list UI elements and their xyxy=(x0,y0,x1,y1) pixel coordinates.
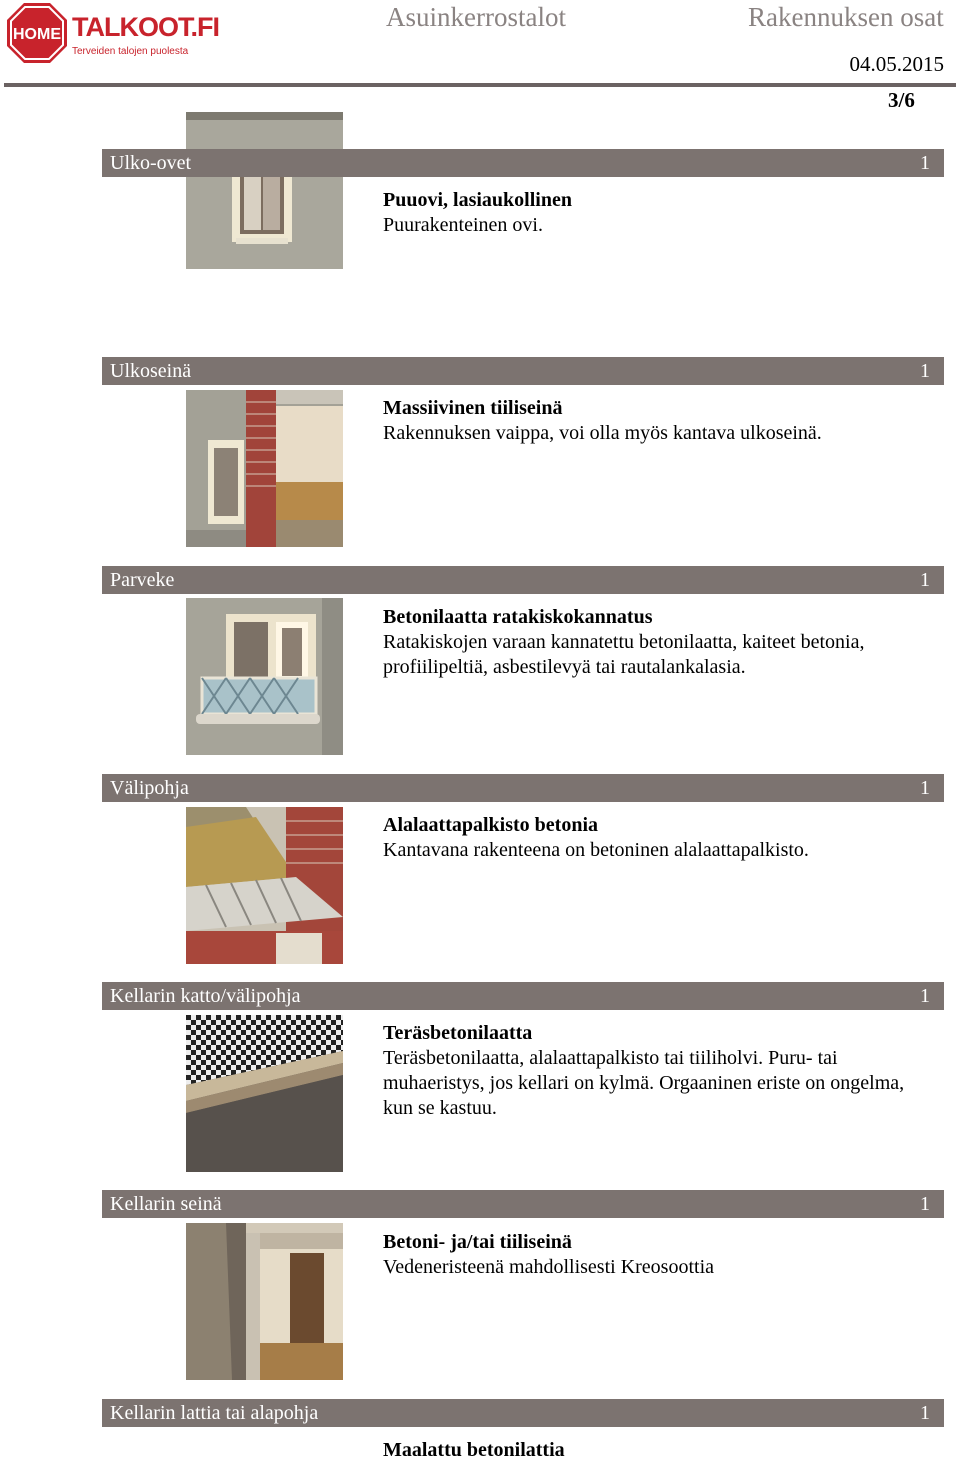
section-header xyxy=(102,774,944,802)
logo-tagline: Terveiden talojen puolesta xyxy=(72,46,189,57)
section-heading: Kellarin katto/välipohja xyxy=(110,985,301,1007)
date: 04.05.2015 xyxy=(849,52,944,76)
section-item-body: Ratakiskojen varaan kannatettu betonilaatta, kaiteet betonia, profiilipeltiä, asbestilevyä tai rautalankalasia. xyxy=(383,631,865,678)
section-item-body: Vedeneristeenä mahdollisesti Kreosoottia xyxy=(383,1256,715,1278)
section-count: 1 xyxy=(920,985,930,1007)
section-item-body: Teräsbetonilaatta, alalaattapalkisto tai tiiliholvi. Puru- tai muhaeristys, jos kellari on kylmä. Orgaaninen eriste on ongelma, kun se kastuu. xyxy=(383,1047,905,1119)
section-description xyxy=(383,1438,928,1463)
brick-wall-icon xyxy=(186,390,343,547)
section-count: 1 xyxy=(920,1193,930,1215)
section-count: 1 xyxy=(920,1402,930,1424)
section-header xyxy=(102,566,944,594)
logo[interactable] xyxy=(6,2,219,66)
section-title: Rakennuksen osat xyxy=(748,2,944,32)
section-item-title: Teräsbetonilaatta xyxy=(383,1022,533,1044)
basement-ceiling-icon xyxy=(186,1015,343,1172)
section-item-title: Alalaattapalkisto betonia xyxy=(383,814,599,836)
section-count: 1 xyxy=(920,777,930,799)
logo-brand: TALKOOT.FI xyxy=(72,12,219,42)
section-heading: Parveke xyxy=(110,569,175,591)
section-item-title: Betoni- ja/tai tiiliseinä xyxy=(383,1231,572,1253)
balcony-icon xyxy=(186,598,343,755)
section-count: 1 xyxy=(920,569,930,591)
logo-badge: HOME xyxy=(13,26,61,43)
header-divider xyxy=(4,83,956,87)
section-header xyxy=(102,357,944,385)
section-description xyxy=(383,813,928,863)
section-description xyxy=(383,188,928,238)
stop-sign-icon xyxy=(6,2,68,64)
basement-wall-icon xyxy=(186,1223,343,1380)
section-header xyxy=(102,1190,944,1218)
section-item-body: Puurakenteinen ovi. xyxy=(383,214,543,236)
section-item-title: Massiivinen tiiliseinä xyxy=(383,397,563,419)
section-heading: Kellarin seinä xyxy=(110,1193,222,1215)
section-count: 1 xyxy=(920,360,930,382)
section-description xyxy=(383,1021,928,1121)
section-item-body: Kantavana rakenteena on betoninen alalaattapalkisto. xyxy=(383,839,809,861)
floor-slab-icon xyxy=(186,807,343,964)
section-description xyxy=(383,1230,928,1280)
section-item-title: Puuovi, lasiaukollinen xyxy=(383,189,572,211)
section-heading: Ulkoseinä xyxy=(110,360,192,382)
section-item-title: Betonilaatta ratakiskokannatus xyxy=(383,606,653,628)
section-description xyxy=(383,605,928,680)
section-item-title: Maalattu betonilattia xyxy=(383,1439,565,1461)
section-header xyxy=(102,982,944,1010)
door-window-icon xyxy=(186,112,343,269)
section-heading: Ulko-ovet xyxy=(110,152,192,174)
section-header xyxy=(102,1399,944,1427)
category-title: Asuinkerrostalot xyxy=(386,2,566,32)
page-number: 3/6 xyxy=(888,88,915,112)
section-description xyxy=(383,396,928,446)
section-heading: Kellarin lattia tai alapohja xyxy=(110,1402,319,1424)
section-header xyxy=(102,149,944,177)
section-item-body: Rakennuksen vaippa, voi olla myös kantava ulkoseinä. xyxy=(383,422,822,444)
section-count: 1 xyxy=(920,152,930,174)
section-heading: Välipohja xyxy=(110,777,189,799)
